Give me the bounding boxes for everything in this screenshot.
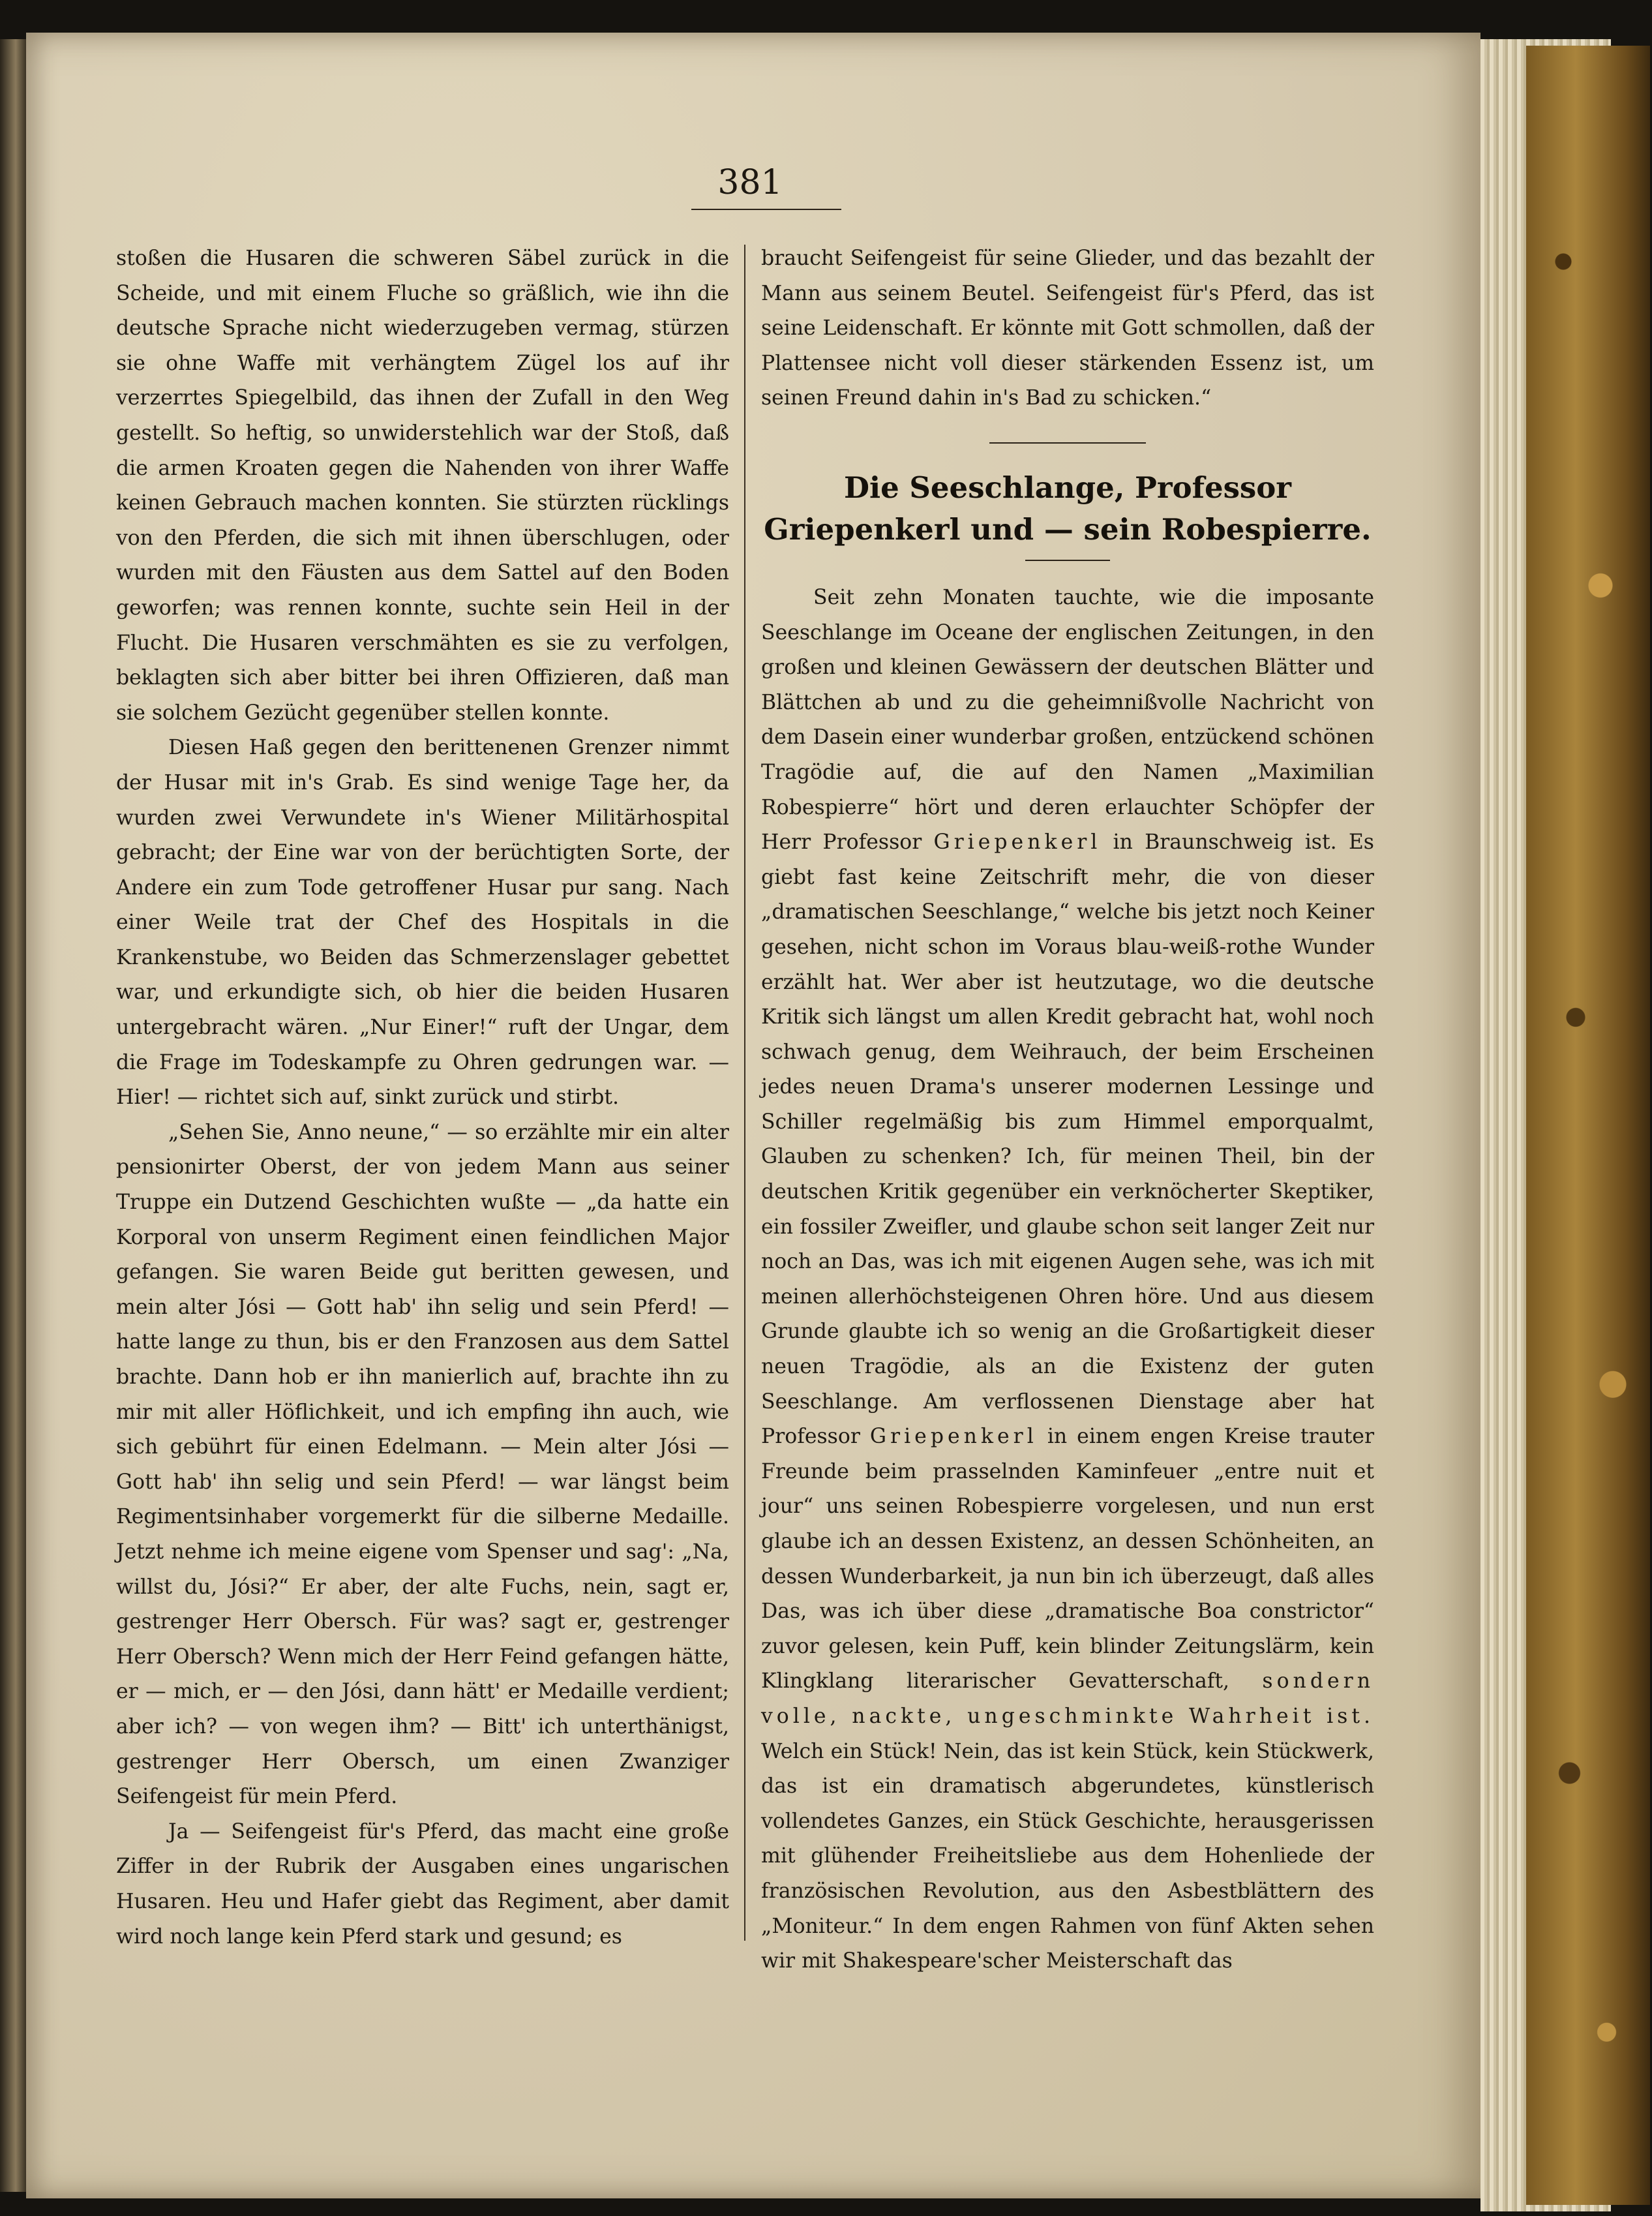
right-continuation-paragraph: braucht Seifengeist für seine Glieder, und das bezahlt der Mann aus seinem Beutel. Seifengeist für's Pferd, das ist seine Leidenschaft. Er könnte mit Gott schmollen, daß der Plattensee nicht voll dieser stärkenden Essenz ist, um seinen Freund dahin in's Bad zu schicken.“ — [761, 247, 1374, 410]
header-rule — [691, 209, 841, 210]
emphasized-phrase: sondern volle, nackte, ungeschminkte Wahrheit ist. — [761, 1669, 1374, 1728]
left-paragraph-1: stoßen die Husaren die schweren Säbel zurück in die Scheide, und mit einem Fluche so gräßlich, wie ihn die deutsche Sprache nicht wiederzugeben vermag, stürzen sie ohne Waffe mit verhängtem Zügel los auf ihr verzerrtes Spiegelbild, das ihnen der Zufall in den Weg gestellt. So heftig, so unwiderstehlich war der Stoß, daß die armen Kroaten gegen die Nahenden von ihrer Waffe keinen Gebrauch machen konnten. Sie stürzten rücklings von den Pferden, die sich mit ihnen überschlugen, oder wurden mit den Fäusten aus dem Sattel auf den Boden geworfen; was rennen konnte, suchte sein Heil in der Flucht. Die Husaren verschmähten es sie zu verfolgen, beklagten sich aber bitter bei ihren Offizieren, daß man sie solchem Gezücht gegenüber stellen konnte. — [116, 247, 729, 725]
left-column — [116, 241, 729, 1954]
headline-rule — [1025, 560, 1110, 561]
previous-page-edge — [0, 39, 26, 2192]
book-cover-edge — [1526, 46, 1650, 2205]
author-name-spaced: Griepenkerl — [933, 830, 1102, 855]
article-paragraph: Seit zehn Monaten tauchte, wie die imposante Seeschlange im Oceane der englischen Zeitungen, in den großen und kleinen Gewässern der deutschen Blätter und Blättchen ab und zu die geheimnißvolle Nachricht von dem Dasein einer wunderbar großen, entzückend schönen Tragödie auf, die auf den Namen „Maximilian Robespierre“ hört und deren erlauchter Schöpfer der Herr Professor Griepenkerl in Braunschweig ist. Es giebt fast keine Zeitschrift mehr, die von dieser „dramatischen Seeschlange,“ welche bis jetzt noch Keiner gesehen, nicht schon im Voraus blau-weiß-rothe Wunder erzählt hat. Wer aber ist heutzutage, wo die deutsche Kritik sich längst um allen Kredit gebracht hat, wohl noch schwach genug, dem Weihrauch, der beim Erscheinen jedes neuen Drama's unserer modernen Lessinge und Schiller regelmäßig bis zum Himmel emporqualmt, Glauben zu schenken? Ich, für meinen Theil, bin der deutschen Kritik gegenüber ein verknöcherter Skeptiker, ein fossiler Zweifler, und glaube schon seit langer Zeit nur noch an Das, was ich mit eigenen Augen sehe, was ich mit meinen allerhöchsteigenen Ohren höre. Und aus diesem Grunde glaubte ich so wenig an die Großartigkeit dieser neuen Tragödie, als an die Existenz der guten Seeschlange. Am verflossenen Dienstage aber hat Professor Griepenkerl in einem engen Kreise trauter Freunde beim prasselnden Kaminfeuer „entre nuit et jour“ uns seinen Robespierre vorgelesen, und nun erst glaube ich an dessen Existenz, an dessen Schönheiten, an dessen Wunderbarkeit, ja nun bin ich überzeugt, daß alles Das, was ich über diese „dramatische Boa constrictor“ zuvor gelesen, kein Puff, kein blinder Zeitungslärm, kein Klingklang literarischer Gevatterschaft, sondern volle, nackte, ungeschminkte Wahrheit ist. Welch ein Stück! Nein, das ist kein Stück, kein Stückwerk, das ist ein dramatisch abgerundetes, künstlerisch vollendetes Ganzes, ein Stück Geschichte, herausgerissen mit glühender Freiheitsliebe aus dem Hohenliede der französischen Revolution, aus den Asbestblättern des „Moniteur.“ In dem engen Rahmen von fünf Akten sehen wir mit Shakespeare'scher Meisterschaft das — [761, 585, 1374, 1973]
author-name-spaced: Griepenkerl — [869, 1425, 1038, 1449]
page-number: 381 — [717, 163, 783, 202]
article-headline: Die Seeschlange, Professor Griepenkerl und — sein Robespierre. — [764, 470, 1372, 547]
left-paragraph-2: Diesen Haß gegen den berittenenen Grenzer nimmt der Husar mit in's Grab. Es sind wenige Tage her, da wurden zwei Verwundete in's Wiener Militärhospital gebracht; der Eine war von der berüchtigten Sorte, der Andere ein zum Tode getroffener Husar pur sang. Nach einer Weile trat der Chef des Hospitals in die Krankenstube, wo Beiden das Schmerzenslager gebettet war, und erkundigte sich, ob hier die beiden Husaren untergebracht wären. „Nur Einer!“ ruft der Ungar, dem die Frage im Todeskampfe zu Ohren gedrungen war. — Hier! — richtet sich auf, sinkt zurück und stirbt. — [116, 736, 729, 1110]
left-paragraph-4: Ja — Seifengeist für's Pferd, das macht eine große Ziffer in der Rubrik der Ausgaben eines ungarischen Husaren. Heu und Hafer giebt das Regiment, aber damit wird noch lange kein Pferd stark und gesund; es — [116, 1819, 729, 1949]
right-column — [761, 241, 1374, 1979]
section-separator — [989, 442, 1146, 444]
left-paragraph-3: „Sehen Sie, Anno neune,“ — so erzählte mir ein alter pensionirter Oberst, der von jedem Mann aus seiner Truppe ein Dutzend Geschichten wußte — „da hatte ein Korporal von unserm Regiment einen feindlichen Major gefangen. Sie waren Beide gut beritten gewesen, und mein alter Jósi — Gott hab' ihn selig und sein Pferd! — hatte lange zu thun, bis er den Franzosen aus dem Sattel brachte. Dann hob er ihn manierlich auf, brachte ihn zu mir mit aller Höflichkeit, und ich empfing ihn auch, wie sich gebührt für einen Edelmann. — Mein alter Jósi — Gott hab' ihn selig und sein Pferd! — war längst beim Regimentsinhaber vorgemerkt für die silberne Medaille. Jetzt nehme ich meine eigene vom Spenser und sag': „Na, willst du, Jósi?“ Er aber, der alte Fuchs, nein, sagt er, gestrenger Herr Obersch. Für was? sagt er, gestrenger Herr Obersch? Wenn mich der Herr Feind gefangen hätte, er — mich, er — den Jósi, dann hätt' er Medaille verdient; aber ich? — von wegen ihm? — Bitt' ich unterthänigst, gestrenger Herr Obersch, um einen Zwanziger Seifengeist für mein Pferd. — [116, 1120, 729, 1809]
column-divider — [744, 245, 745, 1941]
